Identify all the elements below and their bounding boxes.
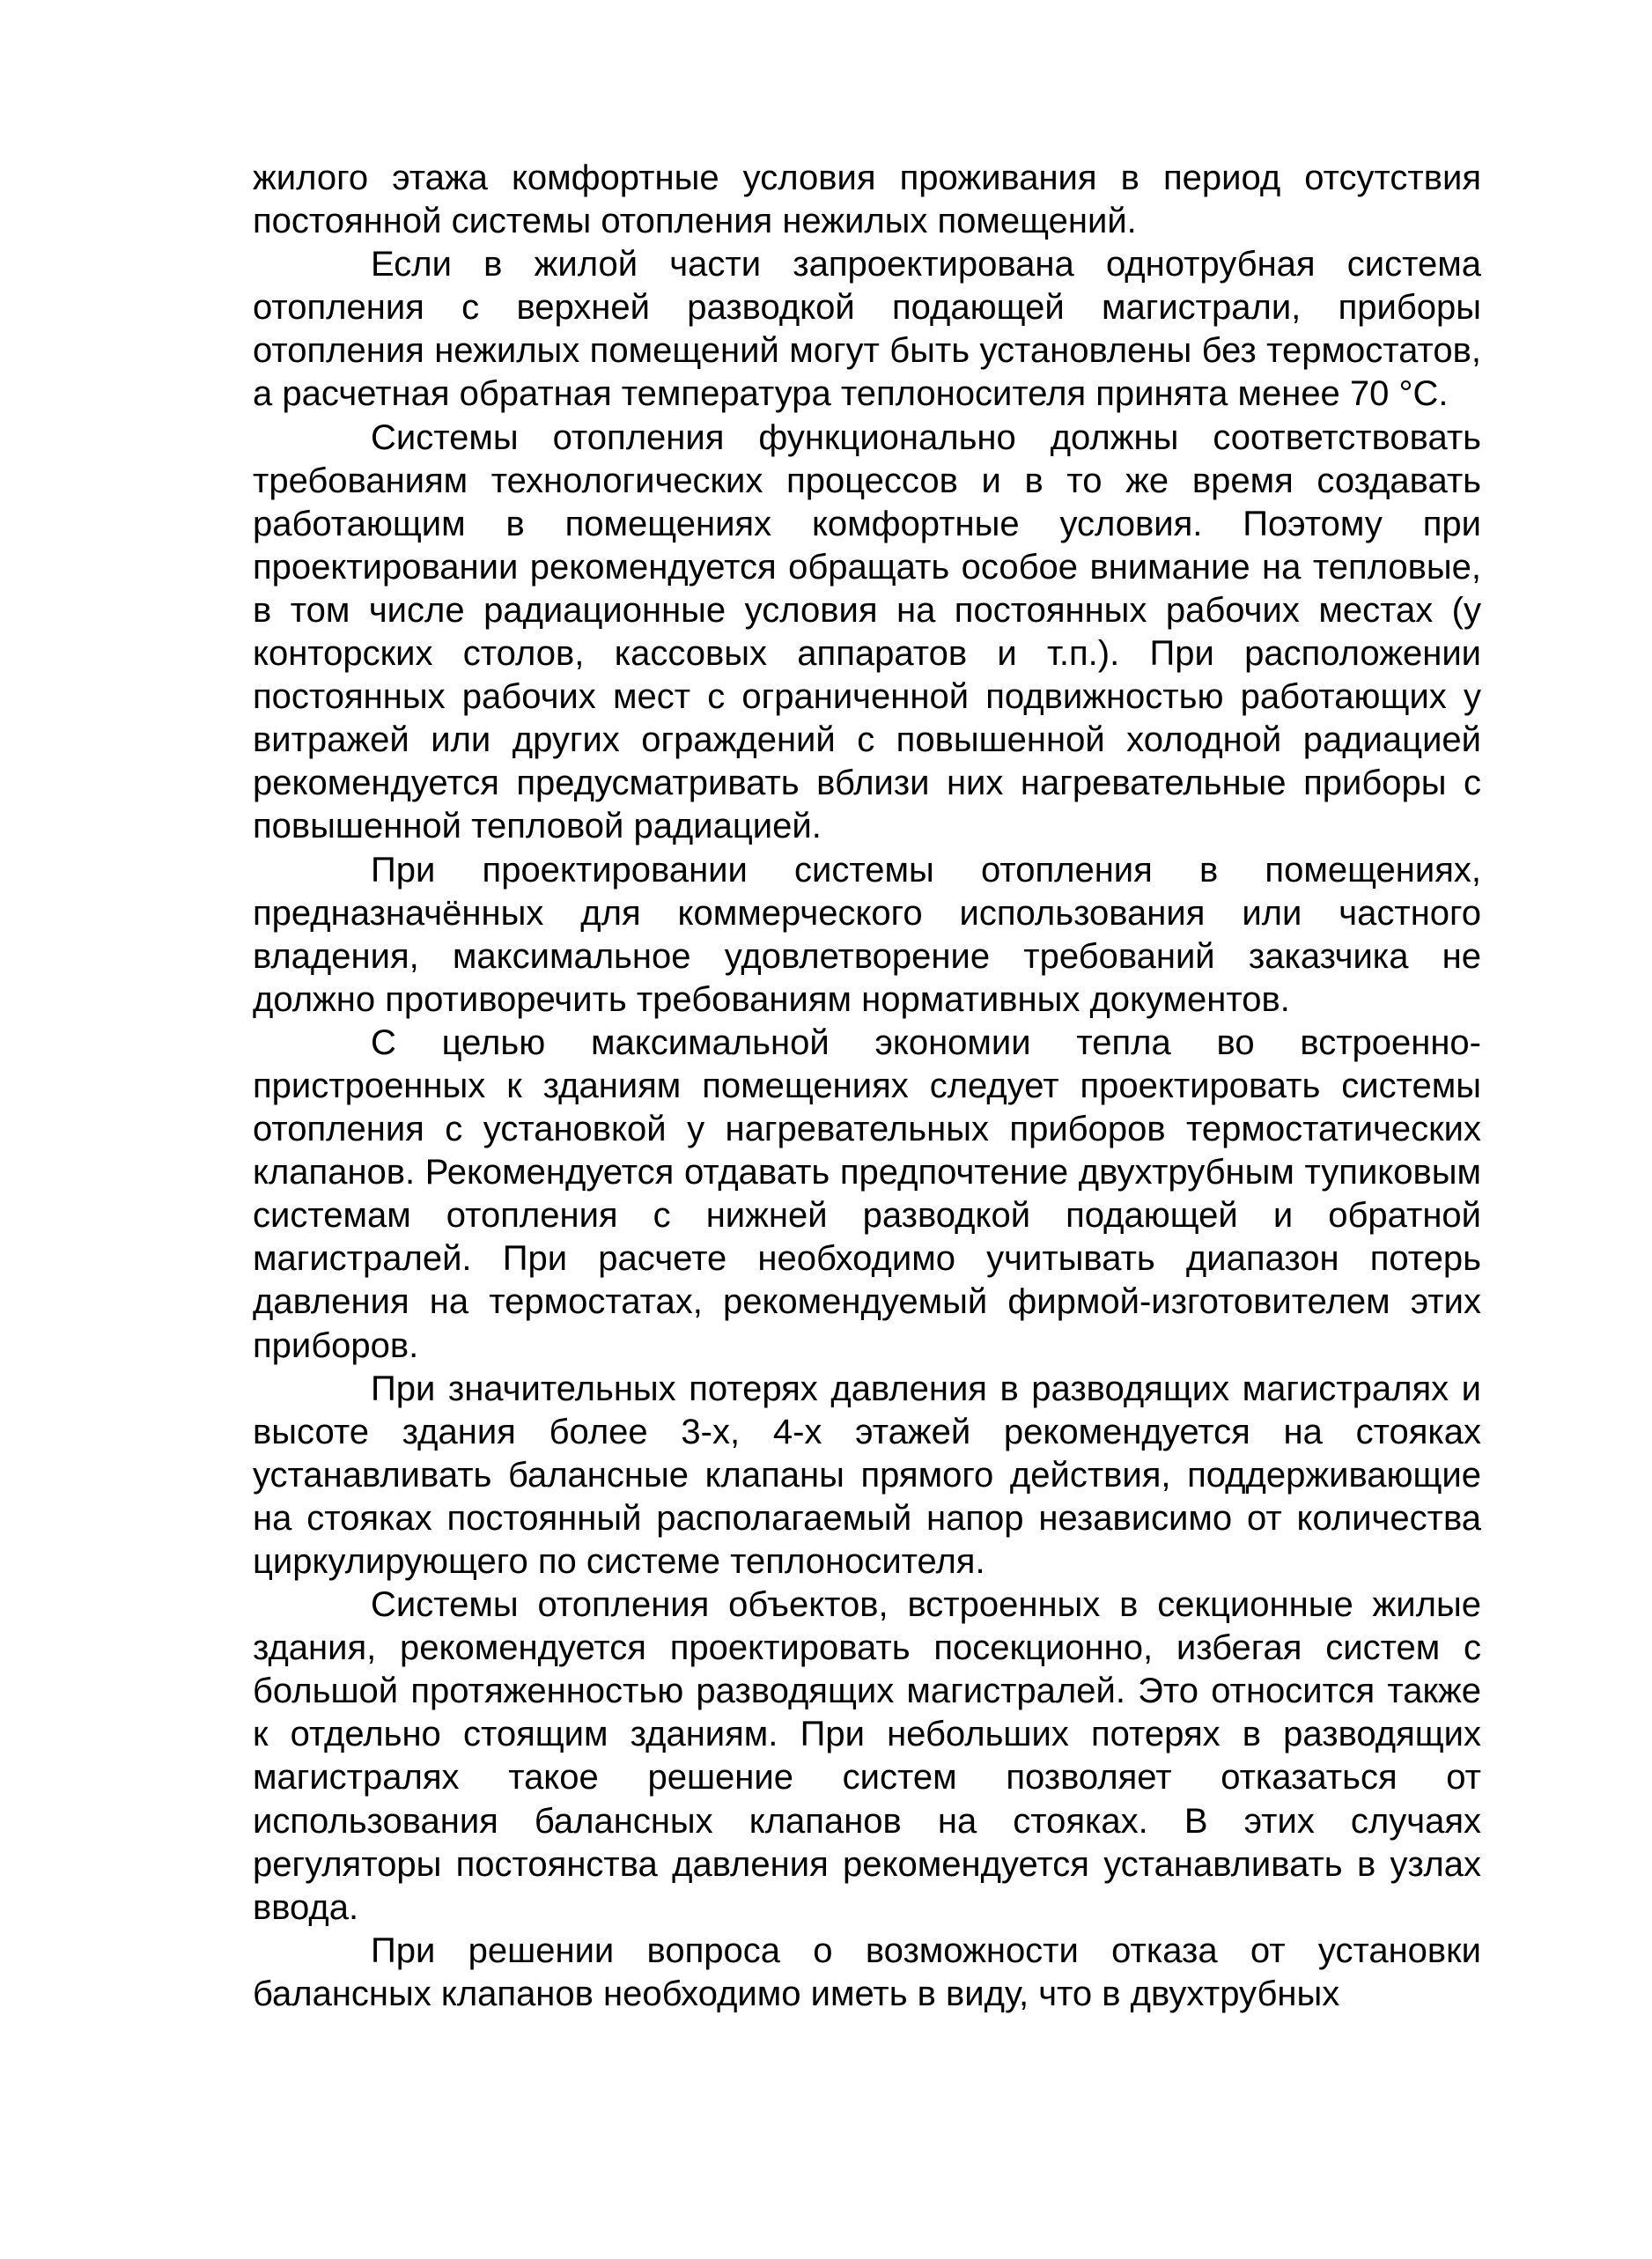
paragraph: При решении вопроса о возможности отказа от установки балансных клапанов необходимо иметь в виду, что в двухтрубных <box>253 1930 1481 2013</box>
paragraph: Системы отопления функционально должны соответствовать требованиям технологических процессов и в то же время создавать работающим в помещениях комфортные условия. Поэтому при проектировании рекомендуется обращать особое внимание на тепловые, в том числе радиационные условия на постоянных рабочих местах (у конторских столов, кассовых аппаратов и т.п.). При расположении постоянных рабочих мест с ограниченной подвижностью работающих у витражей или других ограждений с повышенной холодной радиацией рекомендуется предусматривать вблизи них нагревательные приборы с повышенной тепловой радиацией. <box>253 417 1481 846</box>
paragraph: Системы отопления объектов, встроенных в секционные жилые здания, рекомендуется проектировать посекционно, избегая систем с большой протяженностью разводящих магистралей. Это относится также к отдельно стоящим зданиям. При небольших потерях в разводящих магистралях такое решение систем позволяет отказаться от использования балансных клапанов на стояках. В этих случаях регуляторы постоянства давления рекомендуется устанавливать в узлах ввода. <box>253 1585 1481 1927</box>
paragraph: Если в жилой части запроектирована однотрубная система отопления с верхней разводкой подающей магистрали, приборы отопления нежилых помещений могут быть установлены без термостатов, а расчетная обратная температура теплоносителя принята менее 70 °С. <box>253 245 1481 414</box>
paragraph: При значительных потерях давления в разводящих магистралях и высоте здания более 3-х, 4-х этажей рекомендуется на стояках устанавливать балансные клапаны прямого действия, поддерживающие на стояках постоянный располагаемый напор независимо от количества циркулирующего по системе теплоносителя. <box>253 1369 1481 1581</box>
paragraph: С целью максимальной экономии тепла во встроенно-пристроенных к зданиям помещениях следует проектировать системы отопления с установкой у нагревательных приборов термостатических клапанов. Рекомендуется отдавать предпочтение двухтрубным тупиковым системам отопления с нижней разводкой подающей и обратной магистралей. При расчете необходимо учитывать диапазон потерь давления на термостатах, рекомендуемый фирмой-изготовителем этих приборов. <box>253 1022 1481 1365</box>
document-page <box>253 157 1481 2016</box>
paragraph: При проектировании системы отопления в помещениях, предназначённых для коммерческого использования или частного владения, максимальное удовлетворение требований заказчика не должно противоречить требованиям нормативных документов. <box>253 850 1481 1019</box>
paragraph-continuation: жилого этажа комфортные условия проживания в период отсутствия постоянной системы отопления нежилых помещений. <box>253 159 1481 241</box>
